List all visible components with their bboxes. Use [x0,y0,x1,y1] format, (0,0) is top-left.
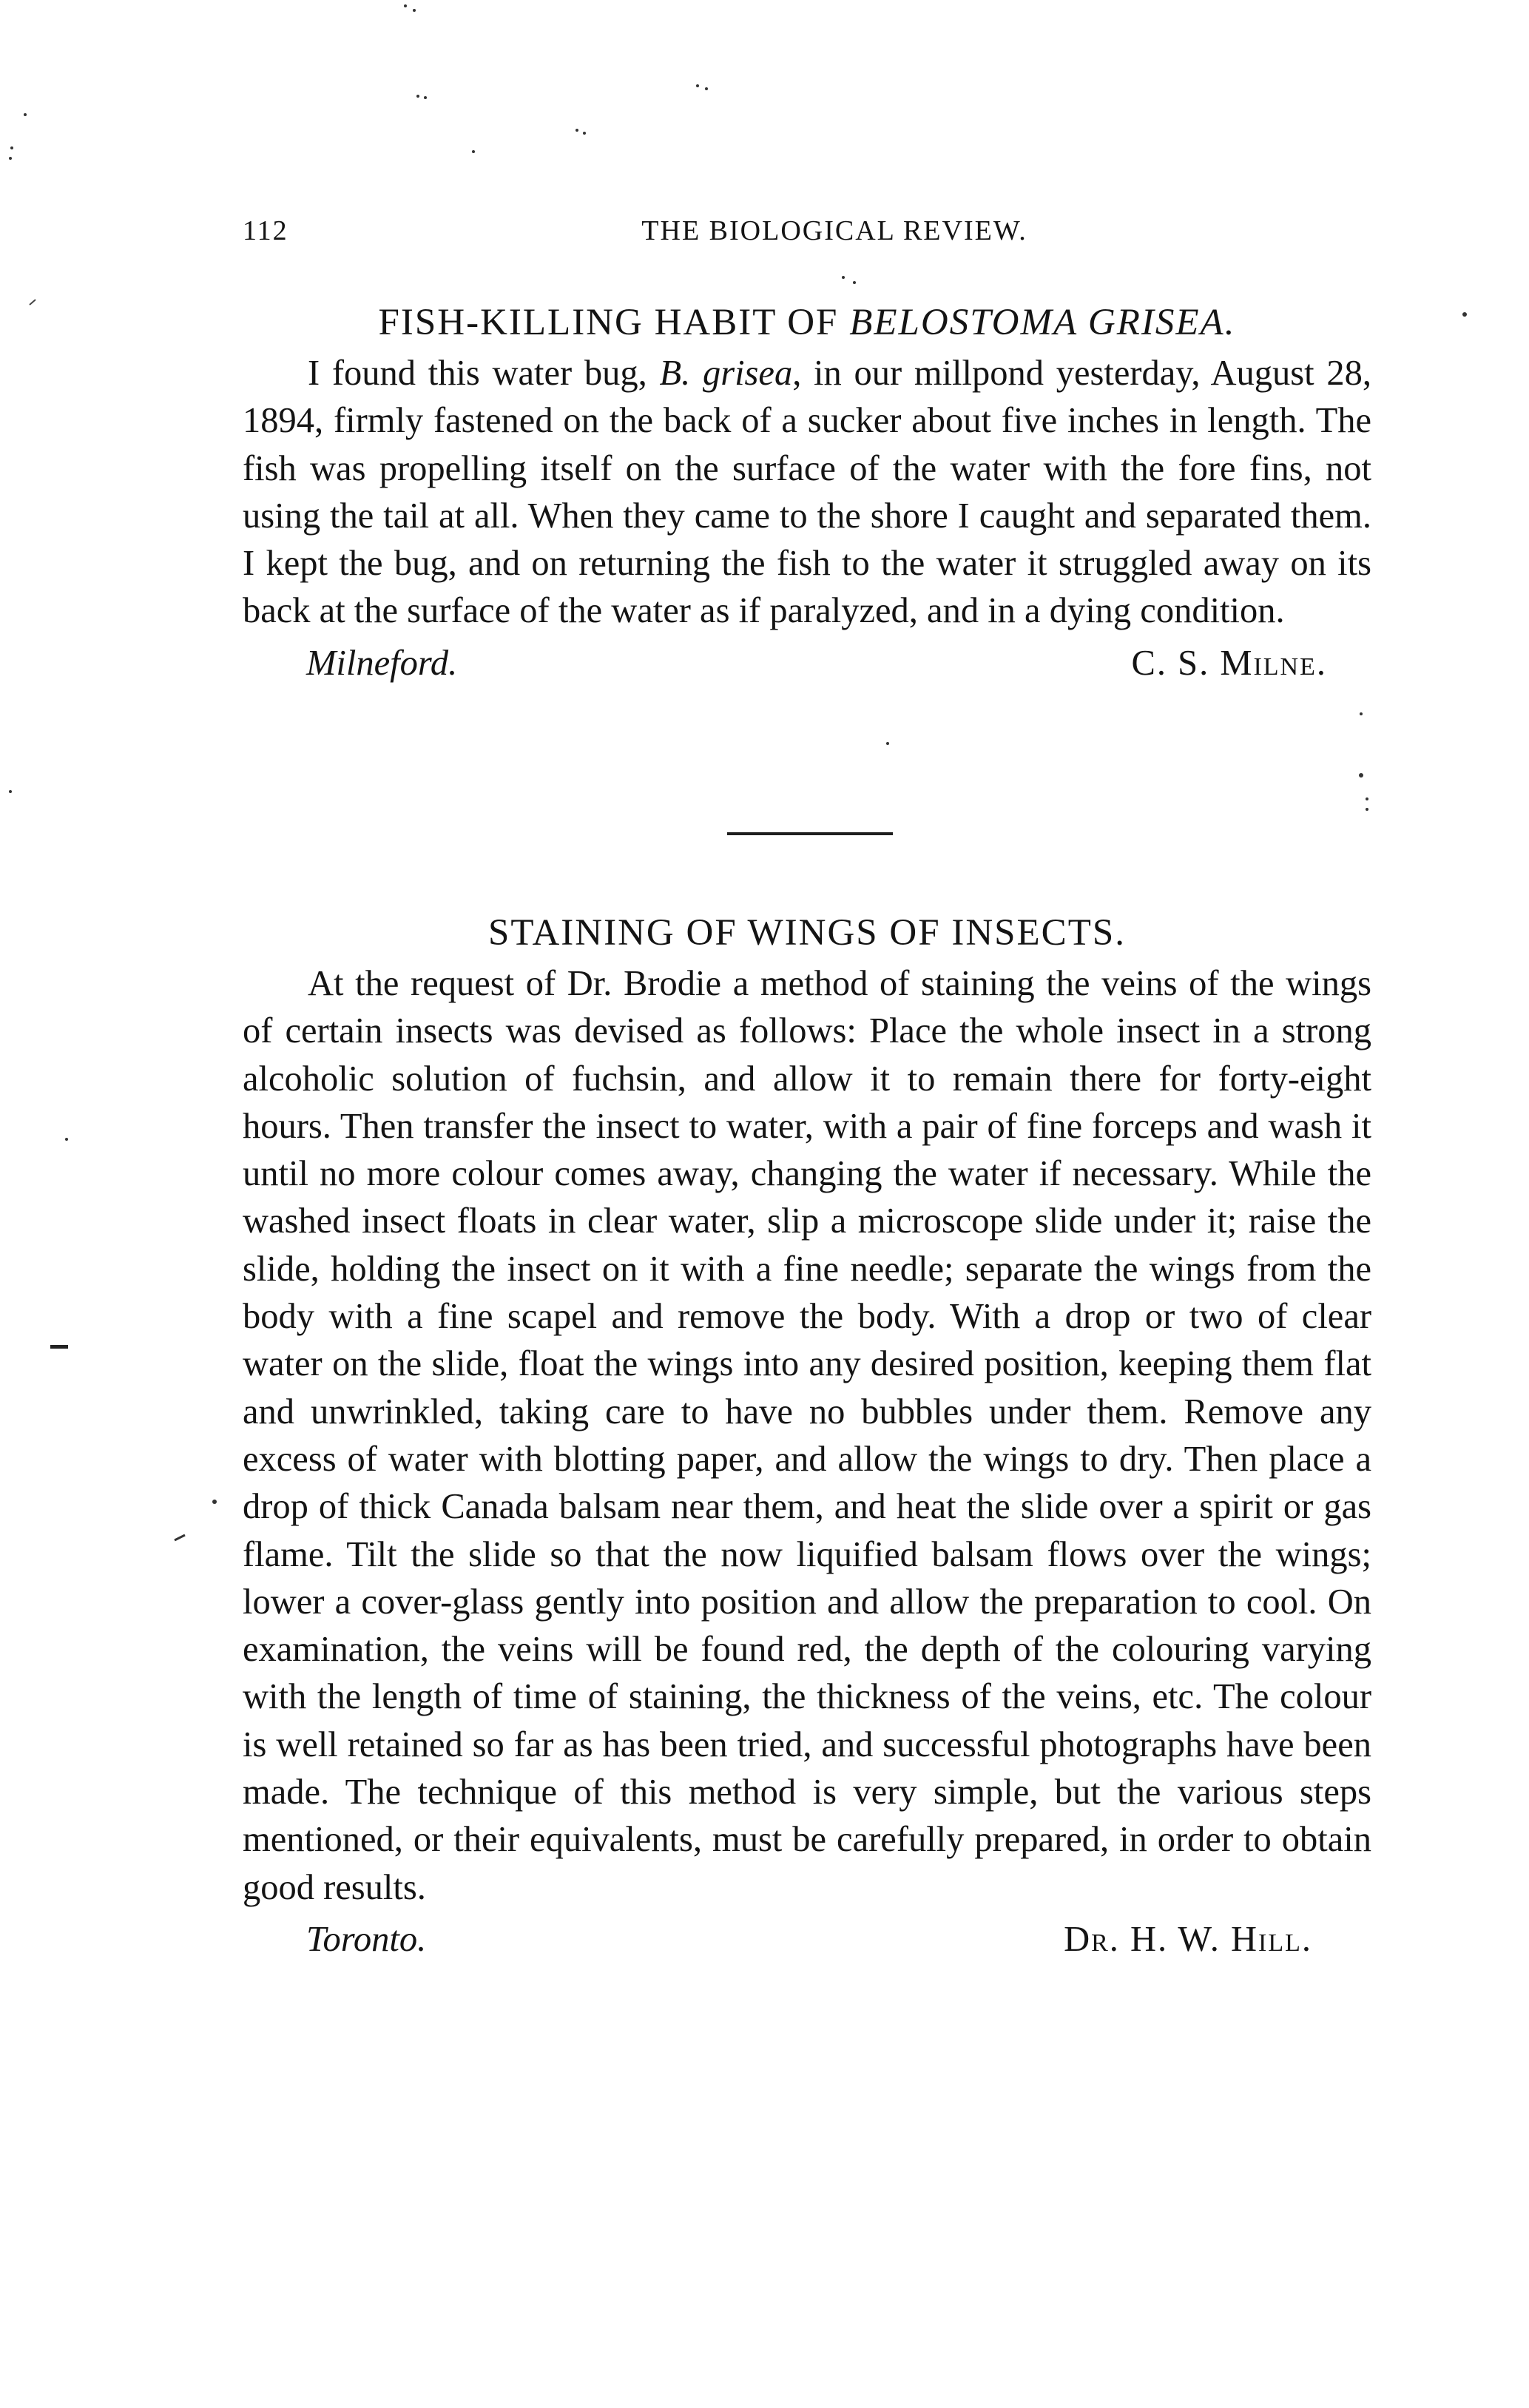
article-title: STAINING OF WINGS OF INSECTS. [488,912,1126,954]
article-title [243,300,1371,345]
article-body [243,350,1371,635]
article-signature [243,640,1371,692]
article-body-part-1: I found this water bug, [308,354,660,393]
article-author: Dr. H. W. Hill. [1064,1919,1312,1959]
page-number: 112 [243,215,288,246]
species-name: B. grisea [659,354,793,393]
article-body: At the request of Dr. Brodie a method of staining the veins of the wings of certain insects was devised as follows: Place the whole insect in a strong alcoholic solution of fuchsin, and allow it to remain there for forty-eight hours. Then transfer the insect to water, with a pair of fine forceps and wash it until no more colour comes away, changing the water if necessary. While the washed insect floats in clear water, slip a microscope slide under it; raise the slide, holding the insect on it with a fine needle; separate the wings from the body with a fine scapel and remove the body. With a drop or two of clear water on the slide, float the wings into any desired position, keeping them flat and unwrinkled, taking care to have no bubbles under them. Remove any excess of water with blotting paper, and allow the wings to dry. Then place a drop of thick Canada balsam near them, and heat the slide over a spirit or gas flame. Tilt the slide so that the now liquified balsam flows over the wings; lower a cover-glass gently into position and allow the preparation to cool. On examination, the veins will be found red, the depth of the colouring varying with the length of time of staining, the thickness of the veins, etc. The colour is well retained so far as has been tried, and successful photographs have been made. The technique of this method is very simple, but the various steps mentioned, or their equivalents, must be carefully prepared, in order to obtain good results. [243,964,1371,1907]
article-staining-wings [243,910,1371,1968]
article-author: C. S. Milne. [1131,643,1327,683]
article-signature [243,1916,1371,1968]
article-place: Toronto. [306,1919,427,1959]
article-title-species: BELOSTOMA GRISEA. [849,302,1236,343]
article-fish-killing-habit [243,300,1371,692]
article-body-part-2: , in our millpond yesterday, August 28, 1894, firmly fastened on the back of a sucker about five inches in length. The fish was propelling itself on the surface of the water with the fore fins, not using the tail at all. When they came to the shore I caught and separated them. I kept the bug, and on returning the fish to the water it struggled away on its back at the surface of the water as if paralyzed, and in a dying condition. [243,354,1371,631]
article-title-prefix: FISH-KILLING HABIT OF [378,302,850,343]
journal-title: THE BIOLOGICAL REVIEW. [641,215,1027,246]
running-head [243,215,1367,259]
section-divider [727,832,893,835]
article-place: Milneford. [306,643,458,683]
